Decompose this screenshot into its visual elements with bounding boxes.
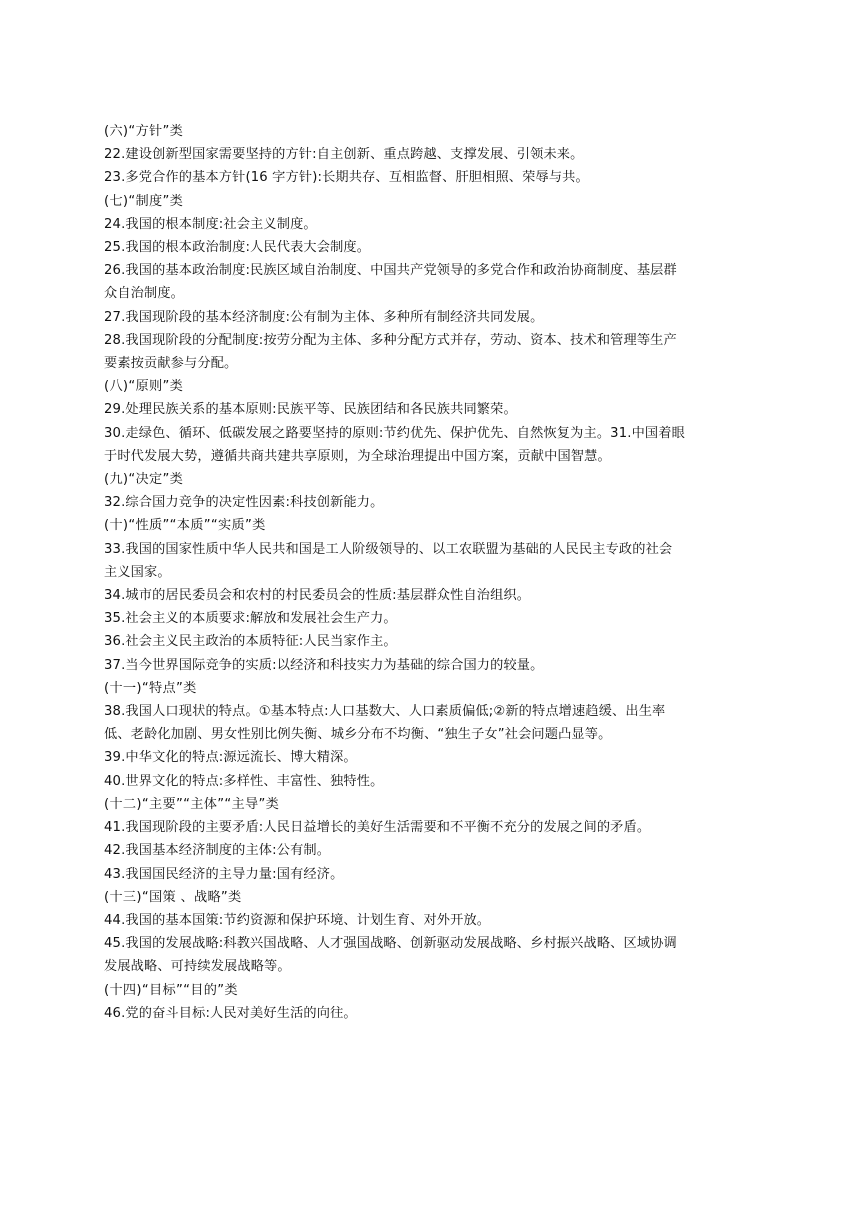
- text-line: 主义国家。: [104, 564, 171, 580]
- text-line: 发展战略、可持续发展战略等。: [104, 959, 291, 975]
- text-line: 低、老龄化加剧、男女性别比例失衡、城乡分布不均衡、“独生子女”社会问题凸显等。: [104, 727, 612, 743]
- text-line: 44.我国的基本国策:节约资源和保护环境、计划生育、对外开放。: [104, 912, 491, 928]
- text-line: 29.处理民族关系的基本原则:民族平等、民族团结和各民族共同繁荣。: [104, 402, 517, 418]
- text-line: 25.我国的根本政治制度:人民代表大会制度。: [104, 240, 371, 256]
- section-heading: (十一)“特点”类: [104, 680, 197, 696]
- text-line: 45.我国的发展战略:科教兴国战略、人才强国战略、创新驱动发展战略、乡村振兴战略、区域协调: [104, 936, 677, 952]
- text-line: 46.党的奋斗目标:人民对美好生活的向往。: [104, 1005, 357, 1021]
- section-heading: (十)“性质”“本质”“实质”类: [104, 518, 266, 534]
- text-line: 43.我国国民经济的主导力量:国有经济。: [104, 866, 344, 882]
- text-line: 40.世界文化的特点:多样性、丰富性、独特性。: [104, 773, 384, 789]
- text-line: 33.我国的国家性质中华人民共和国是工人阶级领导的、以工农联盟为基础的人民民主专政的社会: [104, 541, 673, 557]
- text-line: 30.走绿色、循环、低碳发展之路要坚持的原则:节约优先、保护优先、自然恢复为主。31.中国着眼: [104, 425, 685, 441]
- text-line: 32.综合国力竞争的决定性因素:科技创新能力。: [104, 495, 384, 511]
- text-line: 22.建设创新型国家需要坚持的方针:自主创新、重点跨越、支撑发展、引领未来。: [104, 147, 584, 163]
- section-heading: (十四)“目标”“目的”类: [104, 982, 238, 998]
- section-heading: (十二)“主要”“主体”“主导”类: [104, 796, 280, 812]
- text-line: 26.我国的基本政治制度:民族区域自治制度、中国共产党领导的多党合作和政治协商制度、基层群: [104, 263, 677, 279]
- section-heading: (七)“制度”类: [104, 193, 184, 209]
- text-line: 39.中华文化的特点:源远流长、博大精深。: [104, 750, 357, 766]
- document-page: [104, 120, 760, 1025]
- section-heading: (八)“原则”类: [104, 379, 184, 395]
- text-line: 24.我国的根本制度:社会主义制度。: [104, 216, 317, 232]
- text-line: 38.我国人口现状的特点。①基本特点:人口基数大、人口素质偏低;②新的特点增速趋缓、出生率: [104, 704, 666, 720]
- text-line: 于时代发展大势，遵循共商共建共享原则，为全球治理提出中国方案，贡献中国智慧。: [104, 448, 611, 464]
- text-line: 众自治制度。: [104, 286, 185, 302]
- text-line: 34.城市的居民委员会和农村的村民委员会的性质:基层群众性自治组织。: [104, 588, 531, 604]
- text-line: 35.社会主义的本质要求:解放和发展社会生产力。: [104, 611, 397, 627]
- text-line: 41.我国现阶段的主要矛盾:人民日益增长的美好生活需要和不平衡不充分的发展之间的矛盾。: [104, 820, 651, 836]
- section-heading: (九)“决定”类: [104, 472, 184, 488]
- text-line: 36.社会主义民主政治的本质特征:人民当家作主。: [104, 634, 397, 650]
- text-line: 27.我国现阶段的基本经济制度:公有制为主体、多种所有制经济共同发展。: [104, 309, 544, 325]
- text-line: 28.我国现阶段的分配制度:按劳分配为主体、多种分配方式并存，劳动、资本、技术和管理等生产: [104, 332, 677, 348]
- text-line: 37.当今世界国际竞争的实质:以经济和科技实力为基础的综合国力的较量。: [104, 657, 544, 673]
- text-line: 要素按贡献参与分配。: [104, 356, 238, 372]
- text-line: 42.我国基本经济制度的主体:公有制。: [104, 843, 331, 859]
- text-line: 23.多党合作的基本方针(16 字方针):长期共存、互相监督、肝胆相照、荣辱与共。: [104, 170, 589, 186]
- section-heading: (六)“方针”类: [104, 124, 184, 139]
- section-heading: (十三)“国策 、战略”类: [104, 889, 242, 905]
